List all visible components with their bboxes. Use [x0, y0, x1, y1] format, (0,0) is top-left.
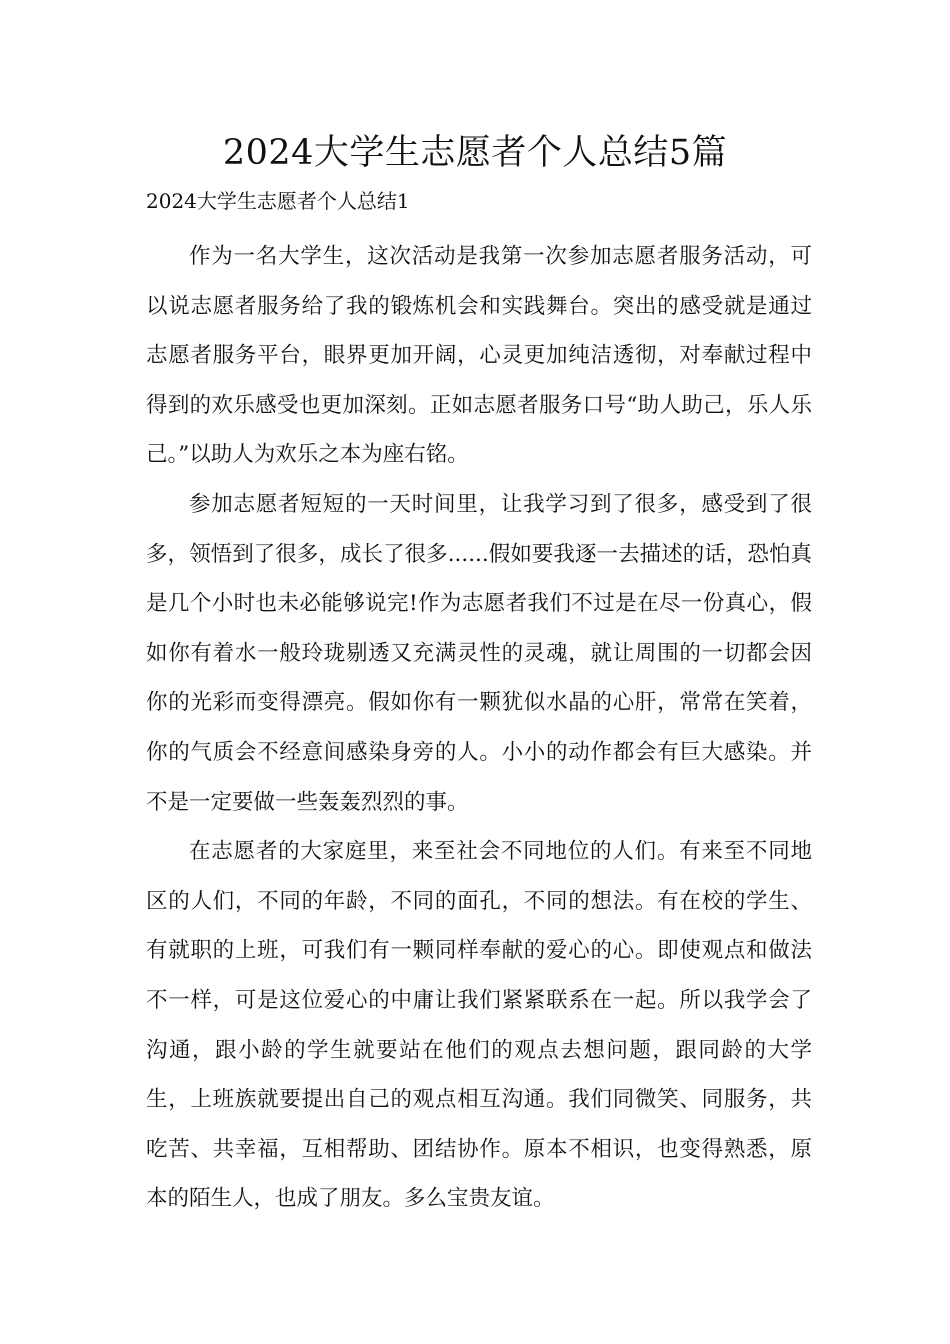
section-heading: 2024大学生志愿者个人总结1	[146, 189, 410, 213]
document-title: 2024大学生志愿者个人总结5篇	[222, 133, 728, 173]
paragraph: 参加志愿者短短的一天时间里，让我学习到了很多，感受到了很多，领悟到了很多，成长了很多......假如要我逐一去描述的话，恐怕真是几个小时也未必能够说完!作为志愿者我们不过是在尽一份真心，假如你有着水一般玲珑剔透又充满灵性的灵魂，就让周围的一切都会因你的光彩而变得漂亮。假如你有一颗犹似水晶的心肝，常常在笑着，你的气质会不经意间感染身旁的人。小小的动作都会有巨大感染。并不是一定要做一些轰轰烈烈的事。	[146, 491, 812, 815]
document-body	[146, 232, 812, 1224]
paragraph: 在志愿者的大家庭里，来至社会不同地位的人们。有来至不同地区的人们，不同的年龄，不同的面孔，不同的想法。有在校的学生、有就职的上班，可我们有一颗同样奉献的爱心的心。即使观点和做法不一样，可是这位爱心的中庸让我们紧紧联系在一起。所以我学会了沟通，跟小龄的学生就要站在他们的观点去想问题，跟同龄的大学生，上班族就要提出自己的观点相互沟通。我们同微笑、同服务，共吃苦、共幸福，互相帮助、团结协作。原本不相识，也变得熟悉，原本的陌生人，也成了朋友。多么宝贵友谊。	[146, 839, 812, 1212]
paragraph: 作为一名大学生，这次活动是我第一次参加志愿者服务活动，可以说志愿者服务给了我的锻炼机会和实践舞台。突出的感受就是通过志愿者服务平台，眼界更加开阔，心灵更加纯洁透彻，对奉献过程中得到的欢乐感受也更加深刻。正如志愿者服务口号“助人助己，乐人乐己。”以助人为欢乐之本为座右铭。	[146, 244, 812, 468]
